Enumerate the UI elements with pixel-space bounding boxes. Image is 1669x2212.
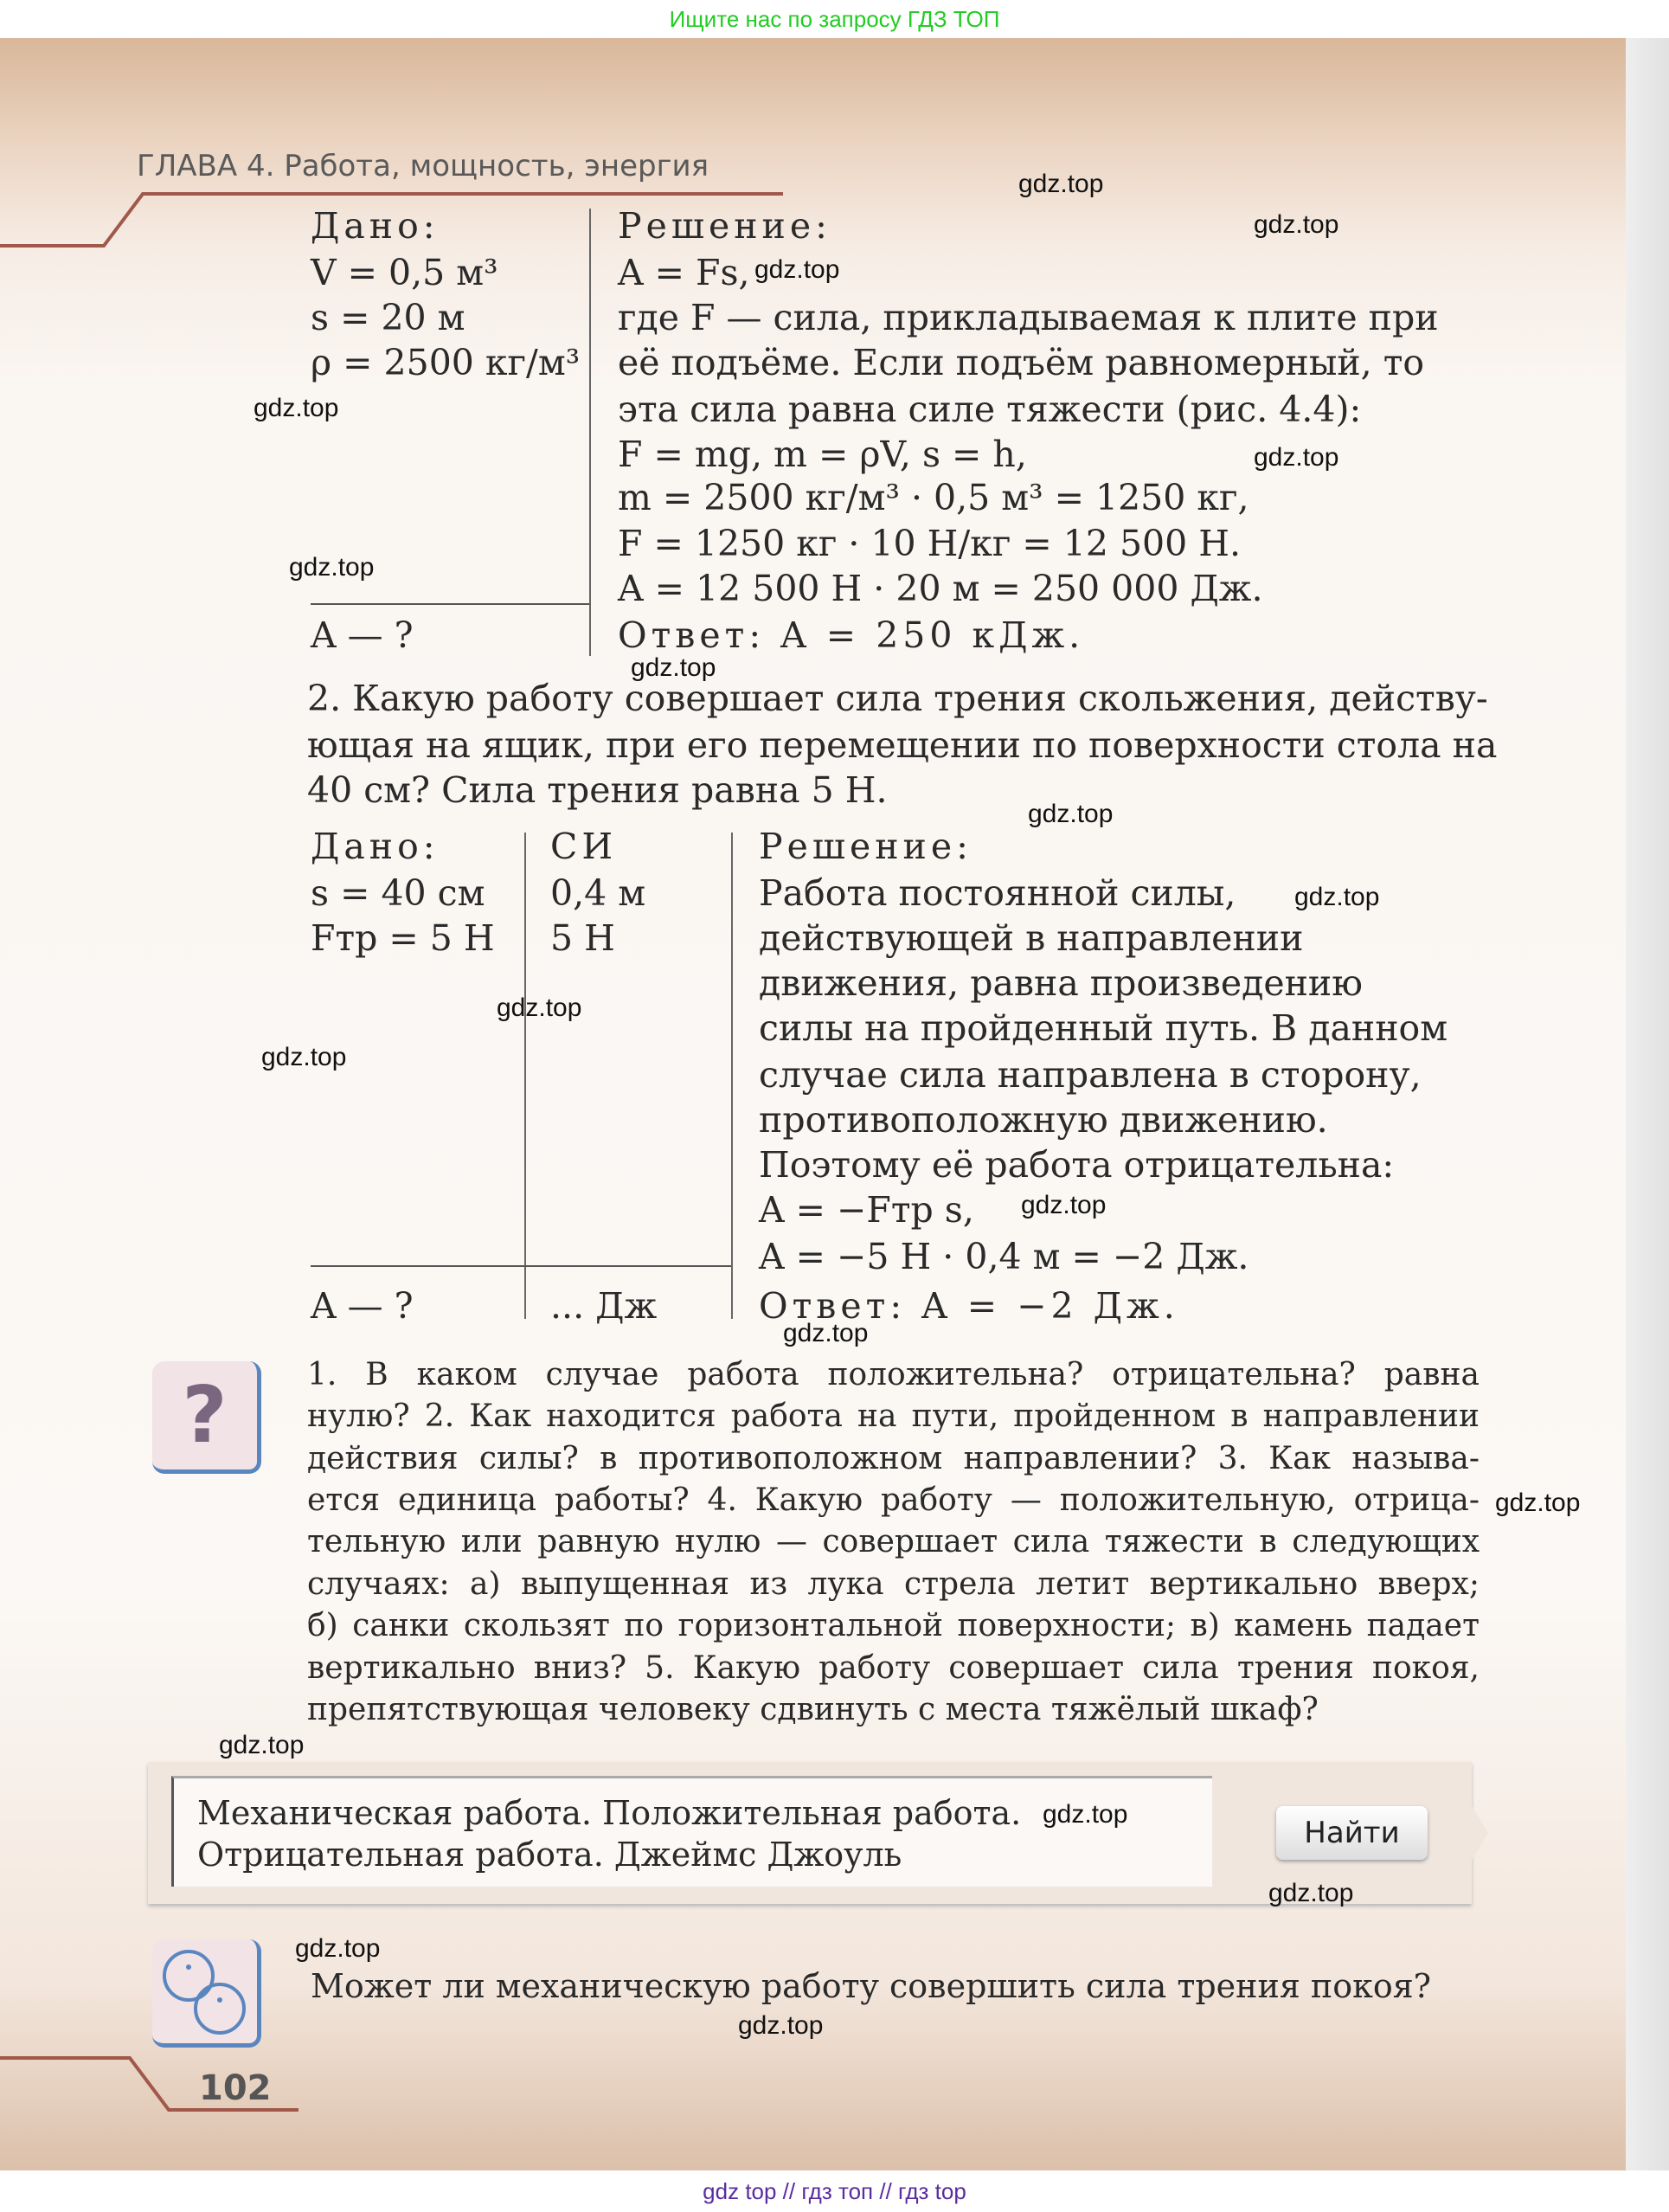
find-item: A — ? [311,1285,414,1327]
given-item: Fтр = 5 Н [311,917,495,959]
watermark: gdz.top [497,993,582,1022]
solution-line: где F — сила, прикладываемая к плите при [618,297,1439,338]
bottom-banner: gdz top // гдз топ // гдз top [0,2170,1669,2212]
solution-label: Решение: [759,826,973,867]
question-line: препятствующая человеку сдвинуть с места тяжёлый шкаф? [307,1692,1319,1727]
question-line: тельную или равную нулю — совершает сила тяжести в следующих [307,1524,1480,1559]
watermark: gdz.top [295,1934,381,1963]
page-number: 102 [199,2068,272,2108]
watermark: gdz.top [1028,800,1114,828]
keyword-line: Отрицательная работа. Джеймс Джоуль [197,1836,902,1874]
given-item: V = 0,5 м³ [311,252,498,293]
question-line: нулю? 2. Как находится работа на пути, пройденном в направлении [307,1399,1480,1434]
watermark: gdz.top [1495,1489,1581,1517]
watermark: gdz.top [754,255,840,284]
divider [524,833,526,1319]
solution-line: F = 1250 кг · 10 Н/кг = 12 500 Н. [618,523,1242,564]
solution-line: A = −Fтр s, [759,1189,974,1231]
si-item: 5 Н [550,917,615,959]
divider [731,833,733,1319]
solution-line: действующей в направлении [759,917,1304,959]
watermark: gdz.top [289,553,375,582]
solution-label: Решение: [618,205,831,247]
divider [311,1265,731,1267]
solution-line: m = 2500 кг/м³ · 0,5 м³ = 1250 кг, [618,477,1249,518]
find-button[interactable]: Найти [1276,1806,1428,1860]
answer: Ответ: A = −2 Дж. [759,1285,1179,1327]
keyword-line: Механическая работа. Положительная работа. [197,1794,1022,1832]
given-item: s = 40 см [311,872,485,914]
solution-line: F = mg, m = ρV, s = h, [618,434,1027,475]
question-line: действия силы? в противоположном направлении? 3. Как называ- [307,1441,1480,1476]
solution-line: Работа постоянной силы, [759,872,1236,914]
watermark: gdz.top [738,2011,824,2040]
solution-line: Поэтому её работа отрицательна: [759,1144,1395,1186]
watermark: gdz.top [219,1731,305,1759]
divider [311,603,589,605]
question-line: случаях: а) выпущенная из лука стрела летит вертикально вверх; [307,1566,1480,1602]
given-label: Дано: [311,205,440,247]
watermark: gdz.top [783,1319,869,1347]
divider [589,209,591,656]
watermark: gdz.top [631,653,716,682]
question-line: ется единица работы? 4. Какую работу — положительную, отрица- [307,1482,1480,1518]
solution-line: её подъёме. Если подъём равномерный, то [618,342,1425,383]
given-label: Дано: [311,826,440,867]
solution-line: A = −5 Н · 0,4 м = −2 Дж. [759,1236,1249,1277]
given-item: s = 20 м [311,297,465,338]
find-si: ... Дж [550,1285,658,1327]
find-item: A — ? [311,614,414,656]
watermark: gdz.top [1021,1191,1107,1219]
watermark: gdz.top [1268,1879,1354,1907]
answer: Ответ: A = 250 кДж. [618,614,1085,656]
solution-line: силы на пройденный путь. В данном [759,1007,1448,1049]
watermark: gdz.top [1294,883,1380,911]
task-text: 2. Какую работу совершает сила трения скольжения, действу- [307,678,1488,719]
si-item: 0,4 м [550,872,646,914]
smiley-faces-icon [152,1939,261,2048]
chapter-header: ГЛАВА 4. Работа, мощность, энергия [137,149,709,183]
question-line: 1. В каком случае работа положительна? отрицательна? равна [307,1357,1480,1392]
watermark: gdz.top [1043,1800,1128,1829]
solution-line: эта сила равна силе тяжести (рис. 4.4): [618,389,1362,430]
question-mark-icon: ? [152,1361,261,1474]
keywords-arrow [1445,1762,1488,1904]
task-text: 40 см? Сила трения равна 5 Н. [307,769,888,811]
given-item: ρ = 2500 кг/м³ [311,342,581,383]
solution-line: движения, равна произведению [759,962,1363,1004]
watermark: gdz.top [1254,443,1339,472]
solution-line: A = Fs, [618,252,750,293]
question-line: б) санки скользят по горизонтальной поверхности; в) камень падает [307,1608,1480,1643]
think-question: Может ли механическую работу совершить сила трения покоя? [311,1967,1432,2005]
watermark: gdz.top [254,394,339,422]
task-text: ющая на ящик, при его перемещении по поверхности стола на [307,724,1498,766]
watermark: gdz.top [261,1043,347,1071]
question-line: вертикально вниз? 5. Какую работу совершает сила трения покоя, [307,1650,1480,1686]
solution-line: A = 12 500 Н · 20 м = 250 000 Дж. [618,568,1263,609]
watermark: gdz.top [1018,170,1104,198]
page-edge [1626,38,1669,2170]
solution-line: противоположную движению. [759,1099,1328,1141]
solution-line: случае сила направлена в сторону, [759,1054,1422,1096]
watermark: gdz.top [1254,210,1339,239]
top-banner: Ищите нас по запросу ГДЗ ТОП [0,0,1669,38]
si-label: СИ [550,826,618,867]
